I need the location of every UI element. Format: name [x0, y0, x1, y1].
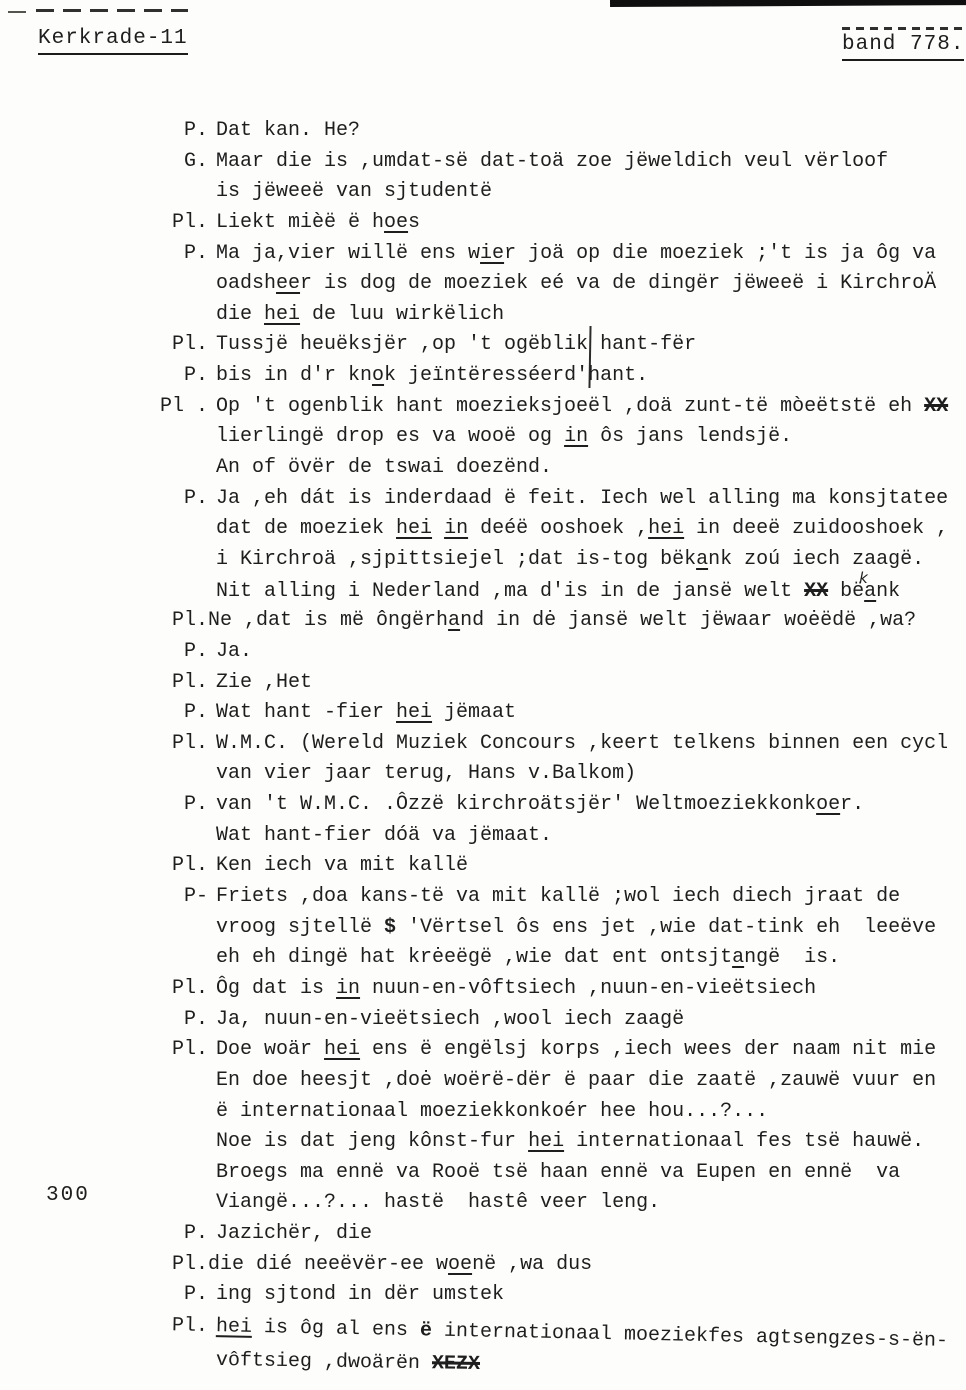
text-segment: 'Vërtsel ôs ens jet ,wie dat-tink eh leeëve [396, 915, 937, 939]
text-segment: oadsh [216, 272, 277, 296]
line-text [216, 300, 504, 331]
text-segment: lierlingë drop es va wooë og [216, 425, 565, 449]
speaker-label: Pl. [171, 731, 208, 755]
text-segment: ôs jans lendsjë. [588, 425, 793, 449]
line-text [216, 1188, 660, 1219]
speaker-label: P. [183, 701, 208, 725]
transcript-line [158, 1250, 966, 1281]
transcript-line [158, 1097, 966, 1128]
transcript-line [158, 1280, 966, 1311]
line-text [216, 668, 312, 699]
text-segment: ngë is. [744, 946, 841, 970]
speaker-label: Pl. [171, 210, 208, 234]
line-text: Nit alling i Nederland ,ma d'is in de jansë welt XX bëkank [216, 568, 901, 603]
transcript-line [158, 392, 966, 423]
text-segment: Maar die is ,umdat-së dat-toä zoe jëweldich veul vërloof [216, 149, 889, 173]
text-segment: oe [816, 793, 841, 817]
line-text [216, 1097, 768, 1128]
text-segment: bë [828, 579, 865, 603]
transcript-line [158, 1005, 966, 1036]
text-segment: s [408, 210, 421, 234]
line-text [208, 1250, 592, 1281]
speaker-label: Pl. [171, 609, 208, 633]
scan-artifact-top-bar [610, 0, 966, 7]
transcript-line [158, 1127, 966, 1158]
line-text [216, 851, 468, 882]
transcript-line [158, 330, 966, 361]
text-segment: ë internationaal moeziekkonkoér hee hou...?... [216, 1099, 769, 1123]
transcript-line [158, 759, 966, 790]
transcript-line [158, 606, 966, 637]
scan-artifact-dashes-left [36, 9, 188, 12]
line-text [216, 913, 936, 944]
text-segment: Nit alling i Nederland ,ma d'is in de jansë welt [216, 579, 805, 603]
speaker-label: P. [183, 639, 208, 663]
text-segment: Wat hant -fier [216, 701, 397, 725]
text-segment: hei [528, 1130, 565, 1154]
speaker-label: P. [183, 364, 208, 388]
text-segment: in [564, 425, 589, 449]
line-text [216, 943, 840, 974]
line-text [216, 1035, 936, 1066]
speaker-label: Pl . [159, 394, 208, 418]
transcript-line [158, 545, 966, 576]
text-segment: Ja. [216, 639, 253, 663]
line-text [216, 1219, 372, 1250]
struck-text: XEZX [431, 1351, 481, 1376]
text-segment: internationaal fes tsë hauwë. [564, 1130, 925, 1154]
speaker-label: P. [183, 241, 208, 265]
text-segment: Liekt mièë ë h [216, 210, 385, 234]
text-segment: ee [276, 272, 301, 296]
line-text [216, 637, 252, 668]
line-text [216, 330, 696, 361]
text-segment: oe [448, 1252, 473, 1276]
line-text [216, 392, 948, 423]
text-segment: Ken iech va mit kallë [216, 854, 469, 878]
text-segment: jëmaat [432, 701, 517, 725]
text-segment: Ne ,dat is më ôngërh [208, 609, 449, 633]
text-segment: Broegs ma ennë va Rooë tsë haan ennë va Eupen en ennë va [216, 1160, 901, 1184]
transcript-line [158, 239, 966, 270]
text-segment: An of övër de tswai doezënd. [216, 456, 553, 480]
text-segment: ing sjtond in dër umstek [216, 1283, 505, 1307]
text-segment: Ja, nuun-en-vieëtsiech ,wool iech zaagë [216, 1007, 685, 1031]
line-text [216, 269, 936, 300]
transcript-line [158, 974, 966, 1005]
line-text [216, 790, 864, 821]
text-segment: Op 't ogenblik hant moezieksjoeël ,doä zunt-të mòeëtstë eh [216, 394, 925, 418]
transcript-line [158, 668, 966, 699]
text-segment: is ôg al ens [251, 1315, 421, 1343]
speaker-label [158, 1364, 208, 1365]
text-segment: Ja ,eh dát is inderdaad ë feit. Iech wel alling ma konsjtatee [216, 486, 949, 510]
speaker-label: Pl. [171, 1314, 209, 1338]
speaker-label: P. [183, 1007, 208, 1031]
text-segment: oe [384, 210, 409, 234]
scan-artifact-dashes-left-small [8, 11, 26, 13]
line-text [216, 1280, 504, 1311]
text-segment: En doe heesjt ,doė woërë-dër ë paar die zaatë ,zauwë vuur en [216, 1068, 937, 1092]
transcript-line [158, 453, 966, 484]
line-text [216, 147, 888, 178]
margin-page-number: 300 [46, 1184, 90, 1207]
speaker-label: P. [183, 486, 208, 510]
text-segment: Wat hant-fier dóä va jëmaat. [216, 823, 553, 847]
line-text [216, 422, 792, 453]
text-segment: r joä op die moeziek ;'t is ja ôg va [504, 241, 937, 265]
transcript-line [158, 1158, 966, 1189]
text-segment: hei [324, 1038, 361, 1062]
text-segment: Noe is dat jeng kônst-fur [216, 1130, 529, 1154]
text-segment: hei [264, 302, 301, 326]
line-text [216, 453, 552, 484]
line-text [216, 1158, 900, 1189]
transcript-line [158, 1035, 966, 1066]
text-segment: a [732, 946, 745, 970]
line-text [216, 1127, 924, 1158]
line-text [216, 729, 948, 760]
transcript-line [158, 147, 966, 178]
transcript-line [158, 729, 966, 760]
text-segment: Ma ja,vier willë ens w [216, 241, 481, 265]
text-segment: vôftsieg ,dwoärën [215, 1348, 433, 1375]
text-segment: Zie ,Het [216, 670, 313, 694]
text-segment: in [444, 517, 469, 541]
text-segment: nuun-en-vôftsiech ,nuun-en-vieëtsiech [360, 976, 817, 1000]
line-text [216, 1066, 936, 1097]
transcript-line [158, 177, 966, 208]
line-text [216, 177, 492, 208]
text-segment: deéë ooshoek , [468, 517, 649, 541]
transcript-line [158, 637, 966, 668]
text-segment: nd in dė jansë welt jëwaar woėëdë ,wa? [460, 609, 917, 633]
speaker-label: P. [183, 1222, 208, 1246]
text-segment: a [864, 579, 877, 603]
text-segment: hei [648, 517, 685, 541]
transcript-line [158, 361, 966, 392]
transcript-line [158, 269, 966, 300]
struck-text: XX [804, 579, 829, 603]
transcript-line [158, 1066, 966, 1097]
text-segment: hei [215, 1315, 253, 1339]
speaker-label: P. [183, 1283, 208, 1307]
line-text [216, 974, 816, 1005]
transcript-line [158, 568, 966, 607]
text-segment: eh eh dingë hat krėeëgë ,wie dat ent ontsjt [216, 946, 733, 970]
text-segment: Ôg dat is [216, 976, 337, 1000]
speaker-label: Pl. [171, 333, 208, 357]
speaker-label: P. [183, 793, 208, 817]
transcript-line [158, 943, 966, 974]
line-text [216, 759, 636, 790]
speaker-label: Pl. [171, 854, 208, 878]
line-text [216, 514, 948, 545]
text-segment: nk [876, 579, 901, 603]
text-segment: die dié neeëvër-ee w [208, 1252, 449, 1276]
line-text [216, 698, 516, 729]
speaker-label: G. [183, 149, 208, 173]
text-segment: k jeïntëresséerd'hant. [384, 364, 649, 388]
speaker-label: P- [183, 885, 208, 909]
text-segment: a [696, 547, 709, 571]
text-segment: nk zoú iech zaagë. [708, 547, 925, 571]
header-left-label: Kerkrade-11 [38, 27, 188, 55]
line-text [216, 1346, 481, 1381]
speaker-label: Pl. [171, 670, 208, 694]
line-text [216, 545, 924, 576]
text-segment: Doe woär [216, 1038, 325, 1062]
speaker-label: Pl. [171, 1038, 208, 1062]
text-segment: vroog sjtellë [216, 915, 385, 939]
transcript-line [158, 208, 966, 239]
text-segment: is jëweeë van sjtudentë [216, 180, 493, 204]
struck-text: XX [924, 394, 949, 418]
line-text [216, 821, 552, 852]
line-text [216, 239, 936, 270]
text-segment: r. [840, 793, 865, 817]
transcript-line [158, 514, 966, 545]
text-segment: r is dog de moeziek eé va de dingër jëweeë i KirchroÄ [300, 272, 937, 296]
transcript-line [158, 790, 966, 821]
text-segment: Jazichër, die [216, 1222, 373, 1246]
text-segment: van vier jaar terug, Hans v.Balkom) [216, 762, 637, 786]
transcript-line [158, 484, 966, 515]
text-segment: Viangë...?... hastë hastê veer leng. [216, 1191, 661, 1215]
transcript-line [158, 116, 966, 147]
text-segment: W.M.C. (Wereld Muziek Concours ,keert telkens binnen een cycl [216, 731, 949, 755]
text-segment: die [216, 302, 265, 326]
text-segment: ie [480, 241, 505, 265]
text-segment: bis in d'r kn [216, 364, 373, 388]
transcript-line [158, 300, 966, 331]
transcript-line [158, 821, 966, 852]
text-segment: in [336, 976, 361, 1000]
line-text [216, 484, 948, 515]
text-segment: hei [396, 701, 433, 725]
text-segment: ë [419, 1319, 433, 1343]
transcript-line [158, 698, 966, 729]
header-right-label: band 778. [842, 33, 964, 61]
line-text [216, 1005, 684, 1036]
transcript [158, 116, 966, 1376]
text-segment: Dat kan. He? [216, 119, 361, 142]
speaker-label: Pl. [171, 976, 208, 1000]
speaker-label: P. [183, 119, 208, 142]
transcript-line [158, 882, 966, 913]
text-segment: i Kirchroä ,sjpittsiejel ;dat is-tog bëk [216, 547, 697, 571]
line-text [208, 606, 916, 637]
text-segment: internationaal moeziekfes agtsengzes-s-ën- [431, 1319, 949, 1353]
text-segment: hei [396, 517, 433, 541]
text-segment: $ [384, 915, 397, 939]
transcript-line [158, 422, 966, 453]
text-segment: in deeë zuidooshoek , [684, 517, 949, 541]
line-text [216, 361, 648, 392]
text-segment: Friets ,doa kans-të va mit kallë ;wol iech diech jraat de [216, 885, 901, 909]
text-segment: van 't W.M.C. .Ôzzë kirchroätsjër' Weltmoeziekkonk [216, 793, 817, 817]
text-segment: ens ë engëlsj korps ,iech wees der naam nit mie [360, 1038, 937, 1062]
transcript-line [158, 1219, 966, 1250]
line-text [216, 882, 900, 913]
line-text [216, 116, 360, 147]
transcript-line [158, 851, 966, 882]
text-segment: de luu wirkëlich [300, 302, 505, 326]
text-segment [432, 517, 444, 540]
text-segment: o [372, 364, 385, 388]
line-text [216, 208, 420, 239]
text-segment: dat de moeziek [216, 517, 397, 541]
speaker-label: Pl. [171, 1252, 208, 1276]
text-segment: Tussjë heuëksjër ,op 't ogëblik hant-fër [216, 333, 697, 357]
scan-artifact-dashes-right [842, 27, 962, 30]
text-segment: në ,wa dus [472, 1252, 593, 1276]
transcript-line [158, 1188, 966, 1219]
transcript-line [158, 913, 966, 944]
text-segment: a [448, 609, 461, 633]
